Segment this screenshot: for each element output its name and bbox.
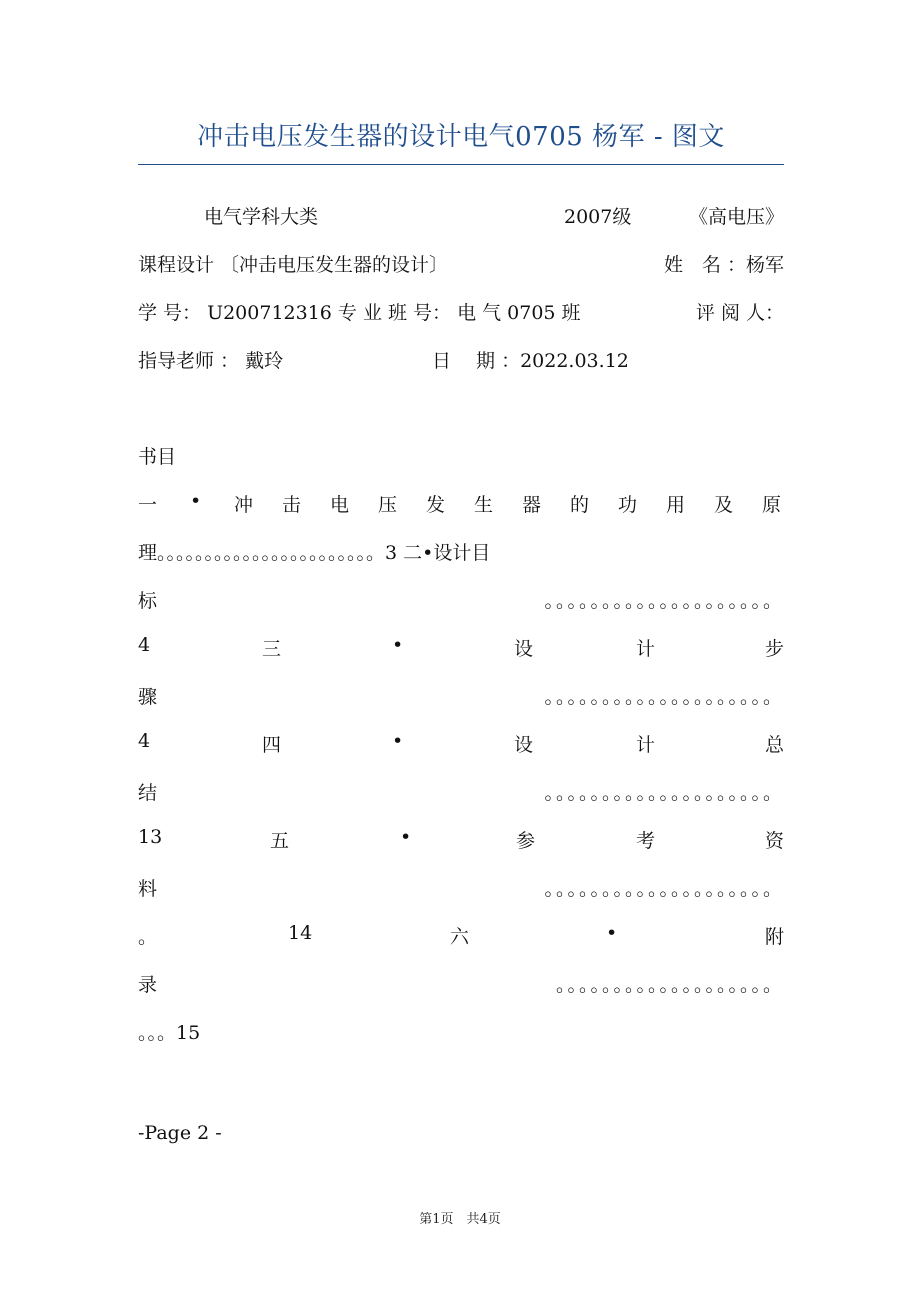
toc-heading: 书目 [138,446,177,468]
info-line-1 [138,202,784,232]
toc-char: 器 [522,494,542,516]
toc-dot-leader: 。。。。。。。。。。。。。。。。。。。。 [544,590,784,612]
discipline: 电气学科大类 [204,206,319,228]
toc-char: 原 [762,494,782,516]
toc-char: 及 [714,494,734,516]
toc-char: • [190,490,202,512]
toc-char: 冲 [234,494,254,516]
toc-char: 击 [282,494,302,516]
document-title: 冲击电压发生器的设计电气0705 杨军 - 图文 [197,122,725,152]
title-divider [138,164,784,165]
toc-char: 电 [330,494,350,516]
toc-row-12: 。。。15 [138,1022,201,1044]
page-footer: 第1页 共4页 [419,1212,501,1227]
toc-char: 一 [138,494,158,516]
toc-char: 生 [474,494,494,516]
toc-char: 功 [618,494,638,516]
toc-dot-leader: 。。。。。。。。。。。。。。。。。。。。 [544,686,784,708]
toc-row-7: 结 。。。。。。。。。。。。。。。。。。。。 [138,778,784,808]
toc-row-1 [138,490,784,520]
toc-row-4: 4 三 • 设 计 步 [138,634,784,660]
toc-char: 用 [666,494,686,516]
reviewer: 评 阅 人： [695,302,784,324]
toc-row-11: 录 。。。。。。。。。。。。。。。。。。。 [138,970,784,1000]
date: 日 期 ：2022.03.12 [432,350,629,372]
toc-char: 发 [426,494,446,516]
page-label: -Page 2 - [138,1122,222,1144]
toc-row-9: 料 。。。。。。。。。。。。。。。。。。。。 [138,874,784,904]
toc-dot-leader: 。。。。。。。。。。。。。。。。。。。。 [544,878,784,900]
info-line-3 [138,298,784,328]
toc-dot-leader: 。。。。。。。。。。。。。。。。。。。。 [544,782,784,804]
toc-row-8: 13 五 • 参 考 资 [138,826,784,852]
advisor: 指导老师 ： 戴玲 [138,350,284,372]
toc-row-3: 标 。。。。。。。。。。。。。。。。。。。。 [138,586,784,616]
student-name: 姓 名 ：杨军 [663,254,784,276]
student-id-class: 学 号： U200712316 专 业 班 号： 电 气 0705 班 [138,302,581,324]
grade: 2007级 [564,206,632,228]
toc-row-2: 理。。。。。。。。。。。。。。。。。。。。。。。3 二•设计目 [138,542,491,564]
toc-row-10: 。 14 六 • 附 [138,922,784,948]
info-line-2 [138,250,784,280]
info-line-4 [138,346,784,376]
design-title: 课程设计 〔冲击电压发生器的设计〕 [138,254,449,276]
toc-row-6: 4 四 • 设 计 总 [138,730,784,756]
toc-row-5: 骤 。。。。。。。。。。。。。。。。。。。。 [138,682,784,712]
toc-char: 压 [378,494,398,516]
toc-char: 的 [570,494,590,516]
toc-dot-leader: 。。。。。。。。。。。。。。。。。。。 [555,974,784,996]
course: 《高电压》 [688,206,784,228]
